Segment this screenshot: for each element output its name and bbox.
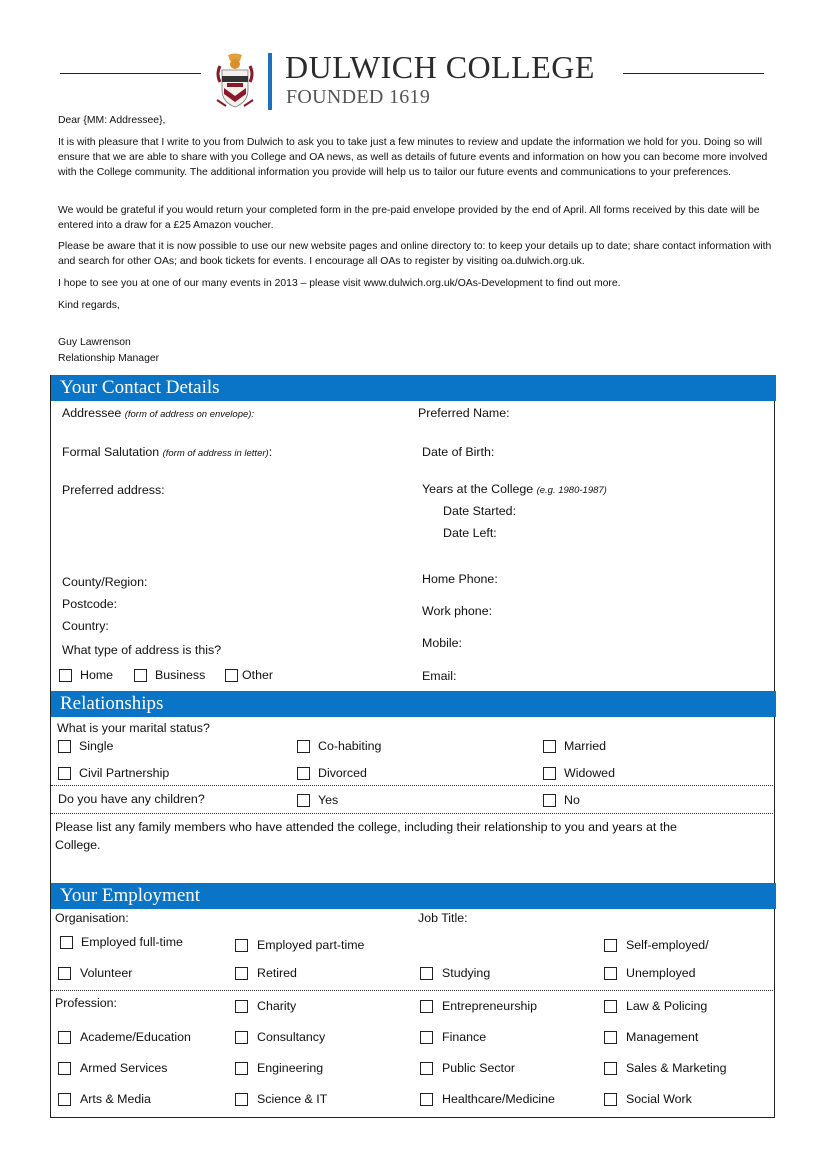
section-header-employment: Your Employment xyxy=(51,883,776,909)
marital-divorced-label: Divorced xyxy=(318,766,367,780)
status-volunteer-checkbox[interactable] xyxy=(58,967,71,980)
children-no-checkbox[interactable] xyxy=(543,794,556,807)
header-rule-left xyxy=(60,73,201,74)
signatory-title: Relationship Manager xyxy=(58,353,160,364)
founded-year: FOUNDED 1619 xyxy=(286,86,431,108)
header-rule-right xyxy=(623,73,764,74)
status-retired-checkbox[interactable] xyxy=(235,967,248,980)
job-title-label[interactable]: Job Title: xyxy=(418,911,468,925)
letter-closing: Kind regards, xyxy=(58,300,120,311)
profession-science-it-label: Science & IT xyxy=(257,1092,328,1106)
profession-finance-checkbox[interactable] xyxy=(420,1031,433,1044)
profession-public-sector-label: Public Sector xyxy=(442,1061,516,1075)
marital-widowed-checkbox[interactable] xyxy=(543,767,556,780)
marital-status-question: What is your marital status? xyxy=(57,721,210,735)
profession-academe-education-label: Academe/Education xyxy=(80,1030,191,1044)
profession-healthcare-medicine-checkbox[interactable] xyxy=(420,1093,433,1106)
profession-arts-media-checkbox[interactable] xyxy=(58,1093,71,1106)
marital-single-checkbox[interactable] xyxy=(58,740,71,753)
organisation-label[interactable]: Organisation: xyxy=(55,911,129,925)
family-members-prompt-line1[interactable]: Please list any family members who have attended the college, including their relationship to you and years at the xyxy=(55,820,677,834)
profession-engineering-label: Engineering xyxy=(257,1061,324,1075)
marital-married-label: Married xyxy=(564,739,606,753)
family-members-prompt-line2: College. xyxy=(55,838,101,852)
profession-arts-media-label: Arts & Media xyxy=(80,1092,151,1106)
signatory-name: Guy Lawrenson xyxy=(58,337,131,348)
letter-greeting: Dear {MM: Addressee}, xyxy=(58,115,166,126)
letter-paragraph-4: I hope to see you at one of our many events in 2013 – please visit www.dulwich.org.uk/OAs-Development to find out more. xyxy=(58,278,621,289)
divider-dotted xyxy=(51,813,775,814)
status-volunteer-label: Volunteer xyxy=(80,966,133,980)
address-type-question: What type of address is this? xyxy=(62,643,222,657)
profession-engineering-checkbox[interactable] xyxy=(235,1062,248,1075)
preferred-address-label[interactable]: Preferred address: xyxy=(62,483,165,497)
postcode-label[interactable]: Postcode: xyxy=(62,597,118,611)
status-employed-full-time-label: Employed full-time xyxy=(81,935,183,949)
marital-single-label: Single xyxy=(79,739,114,753)
profession-science-it-checkbox[interactable] xyxy=(235,1093,248,1106)
profession-social-work-checkbox[interactable] xyxy=(604,1093,617,1106)
profession-academe-education-checkbox[interactable] xyxy=(58,1031,71,1044)
children-yes-label: Yes xyxy=(318,793,339,807)
marital-married-checkbox[interactable] xyxy=(543,740,556,753)
address-type-other-checkbox[interactable] xyxy=(225,669,238,682)
profession-sales-marketing-checkbox[interactable] xyxy=(604,1062,617,1075)
status-self-employed-checkbox[interactable] xyxy=(604,939,617,952)
date-of-birth-label[interactable]: Date of Birth: xyxy=(422,445,495,459)
home-phone-label[interactable]: Home Phone: xyxy=(422,572,498,586)
profession-management-label: Management xyxy=(626,1030,699,1044)
status-self-employed-label: Self-employed/ xyxy=(626,938,709,952)
profession-finance-label: Finance xyxy=(442,1030,487,1044)
work-phone-label[interactable]: Work phone: xyxy=(422,604,493,618)
addressee-label[interactable]: Addressee (form of address on envelope): xyxy=(62,406,255,420)
college-crest-icon xyxy=(214,52,256,110)
formal-salutation-label[interactable]: Formal Salutation (form of address in letter): xyxy=(62,445,273,459)
status-retired-label: Retired xyxy=(257,966,297,980)
marital-cohabiting-checkbox[interactable] xyxy=(297,740,310,753)
status-unemployed-checkbox[interactable] xyxy=(604,967,617,980)
status-studying-checkbox[interactable] xyxy=(420,967,433,980)
status-employed-part-time-label: Employed part-time xyxy=(257,938,365,952)
profession-armed-services-label: Armed Services xyxy=(80,1061,168,1075)
address-type-business-checkbox[interactable] xyxy=(134,669,147,682)
letter-paragraph-1: It is with pleasure that I write to you from Dulwich to ask you to take just a few minutes to review and update the information we hold for you. Doing so will ensure that we are able to share with you College and OA news, as well as details of future events and information on how you can become more involved with the College community. The additional information you provide will help us to tailor our future events and communications to your preferences. xyxy=(58,137,768,178)
letter-paragraph-3: Please be aware that it is now possible to use our new website pages and online directory to: to keep your details up to date; share contact information with and search for other OAs; and book tickets for events. I encourage all OAs to register by visiting oa.dulwich.org.uk. xyxy=(58,241,772,267)
divider-dotted xyxy=(51,990,775,991)
profession-consultancy-label: Consultancy xyxy=(257,1030,326,1044)
profession-sales-marketing-label: Sales & Marketing xyxy=(626,1061,727,1075)
date-left-label[interactable]: Date Left: xyxy=(443,526,497,540)
children-no-label: No xyxy=(564,793,580,807)
profession-law-policing-label: Law & Policing xyxy=(626,999,708,1013)
county-region-label[interactable]: County/Region: xyxy=(62,575,148,589)
profession-charity-checkbox[interactable] xyxy=(235,1000,248,1013)
letter-paragraph-2: We would be grateful if you would return your completed form in the pre-paid envelope provided by the end of April. All forms received by this date will be entered into a draw for a £25 Amazon voucher. xyxy=(58,205,760,231)
college-name: DULWICH COLLEGE xyxy=(285,49,595,85)
profession-entrepreneurship-checkbox[interactable] xyxy=(420,1000,433,1013)
marital-civil-partnership-checkbox[interactable] xyxy=(58,767,71,780)
profession-consultancy-checkbox[interactable] xyxy=(235,1031,248,1044)
status-employed-full-time-checkbox[interactable] xyxy=(60,936,73,949)
status-studying-label: Studying xyxy=(442,966,491,980)
address-type-home-checkbox[interactable] xyxy=(59,669,72,682)
section-header-relationships: Relationships xyxy=(51,691,776,717)
years-at-college-label: Years at the College (e.g. 1980-1987) xyxy=(422,482,607,496)
divider-dotted xyxy=(51,785,775,786)
profession-healthcare-medicine-label: Healthcare/Medicine xyxy=(442,1092,555,1106)
marital-divorced-checkbox[interactable] xyxy=(297,767,310,780)
address-type-business-label: Business xyxy=(155,668,206,682)
profession-armed-services-checkbox[interactable] xyxy=(58,1062,71,1075)
address-type-other-label: Other xyxy=(242,668,273,682)
profession-law-policing-checkbox[interactable] xyxy=(604,1000,617,1013)
children-yes-checkbox[interactable] xyxy=(297,794,310,807)
status-employed-part-time-checkbox[interactable] xyxy=(235,939,248,952)
profession-management-checkbox[interactable] xyxy=(604,1031,617,1044)
address-type-home-label: Home xyxy=(80,668,114,682)
children-question: Do you have any children? xyxy=(58,792,205,806)
marital-cohabiting-label: Co-habiting xyxy=(318,739,382,753)
preferred-name-label[interactable]: Preferred Name: xyxy=(418,406,510,420)
marital-widowed-label: Widowed xyxy=(564,766,615,780)
profession-charity-label: Charity xyxy=(257,999,297,1013)
status-unemployed-label: Unemployed xyxy=(626,966,696,980)
logo-divider-bar xyxy=(268,53,272,110)
mobile-label[interactable]: Mobile: xyxy=(422,636,462,650)
date-started-label[interactable]: Date Started: xyxy=(443,504,517,518)
section-header-contact: Your Contact Details xyxy=(51,375,776,401)
profession-label: Profession: xyxy=(55,996,117,1010)
profession-entrepreneurship-label: Entrepreneurship xyxy=(442,999,538,1013)
country-label[interactable]: Country: xyxy=(62,619,109,633)
profession-public-sector-checkbox[interactable] xyxy=(420,1062,433,1075)
email-label[interactable]: Email: xyxy=(422,669,457,683)
profession-social-work-label: Social Work xyxy=(626,1092,692,1106)
marital-civil-partnership-label: Civil Partnership xyxy=(79,766,170,780)
